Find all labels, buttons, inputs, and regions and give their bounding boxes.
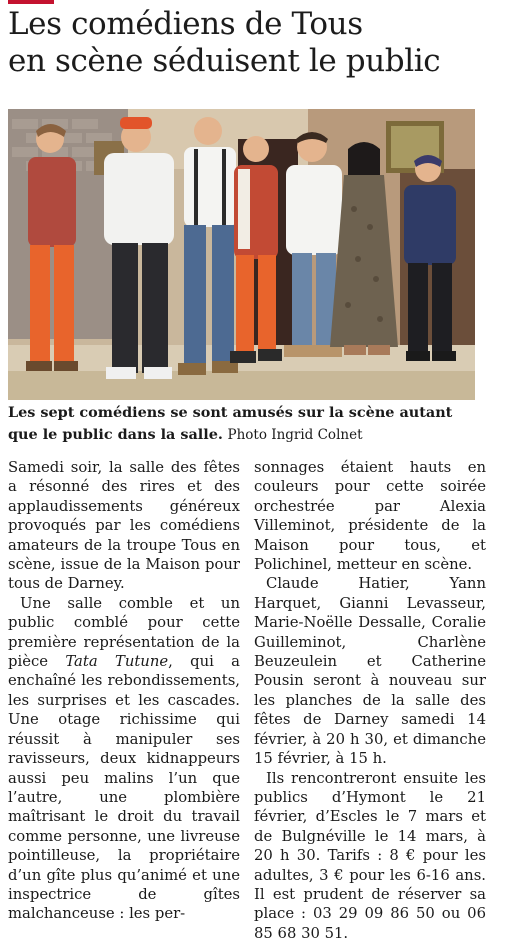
body-paragraph: sonnages étaient hauts en couleurs pour cette soirée orchestrée par Alexia Villeminot, présidente de la Maison pour tous, et Polichinel, metteur en scène. [254,458,486,574]
body-text: , qui a enchaîné les rebondissements, les surprises et les cascades. Une otage richissime qui réussit à manipuler ses ravisseurs, deux kidnappeurs aussi peu malins l’un que l’autre, une plombière maîtrisant le droit du travail comme personne, une livreuse pointilleuse, la propriétaire d’un gîte plus qu’animé et une inspectrice de gîtes malchanceuse : les per- [8,653,240,922]
body-paragraph [8,594,240,924]
article-column-left [8,458,240,924]
body-paragraph: Ils rencontreront ensuite les publics d’Hymont le 21 février, d’Escles le 7 mars et de Bulgnéville le 14 mars, à 20 h 30. Tarifs : 8 € pour les adultes, 3 € pour les 6-16 ans. Il est prudent de réserver sa place : 03 29 09 86 50 ou 06 85 68 30 51. [254,769,486,943]
headline-line-1: Les comédiens de Tous [8,6,363,42]
article-headline [8,6,503,80]
body-text: Une salle comble et un public comblé pour cette première représentation de la pièce [8,595,240,670]
play-title: Tata Tutune [65,653,168,670]
caption-text: Les sept comédiens se sont amusés sur la scène autant que le public dans la salle. [8,404,452,443]
body-paragraph: Claude Hatier, Yann Harquet, Gianni Levasseur, Marie-Noëlle Dessalle, Coralie Guilleminot, Charlène Beuzeulein et Catherine Pousin seront à nouveau sur les planches de la salle des fêtes de Darney samedi 14 février, à 20 h 30, et dimanche 15 février, à 15 h. [254,574,486,768]
headline-line-2: en scène séduisent le public [8,43,440,79]
section-marker [8,0,54,4]
photo-credit: Photo Ingrid Colnet [227,427,362,443]
body-paragraph: Samedi soir, la salle des fêtes a résonné des rires et des applaudissements généreux provoqués par les comédiens amateurs de la troupe Tous en scène, issue de la Maison pour tous de Darney. [8,458,240,594]
photo-caption [8,402,486,446]
theatre-stage-photo-icon [8,109,475,400]
article-column-right [254,458,486,943]
article-photo [8,109,475,400]
